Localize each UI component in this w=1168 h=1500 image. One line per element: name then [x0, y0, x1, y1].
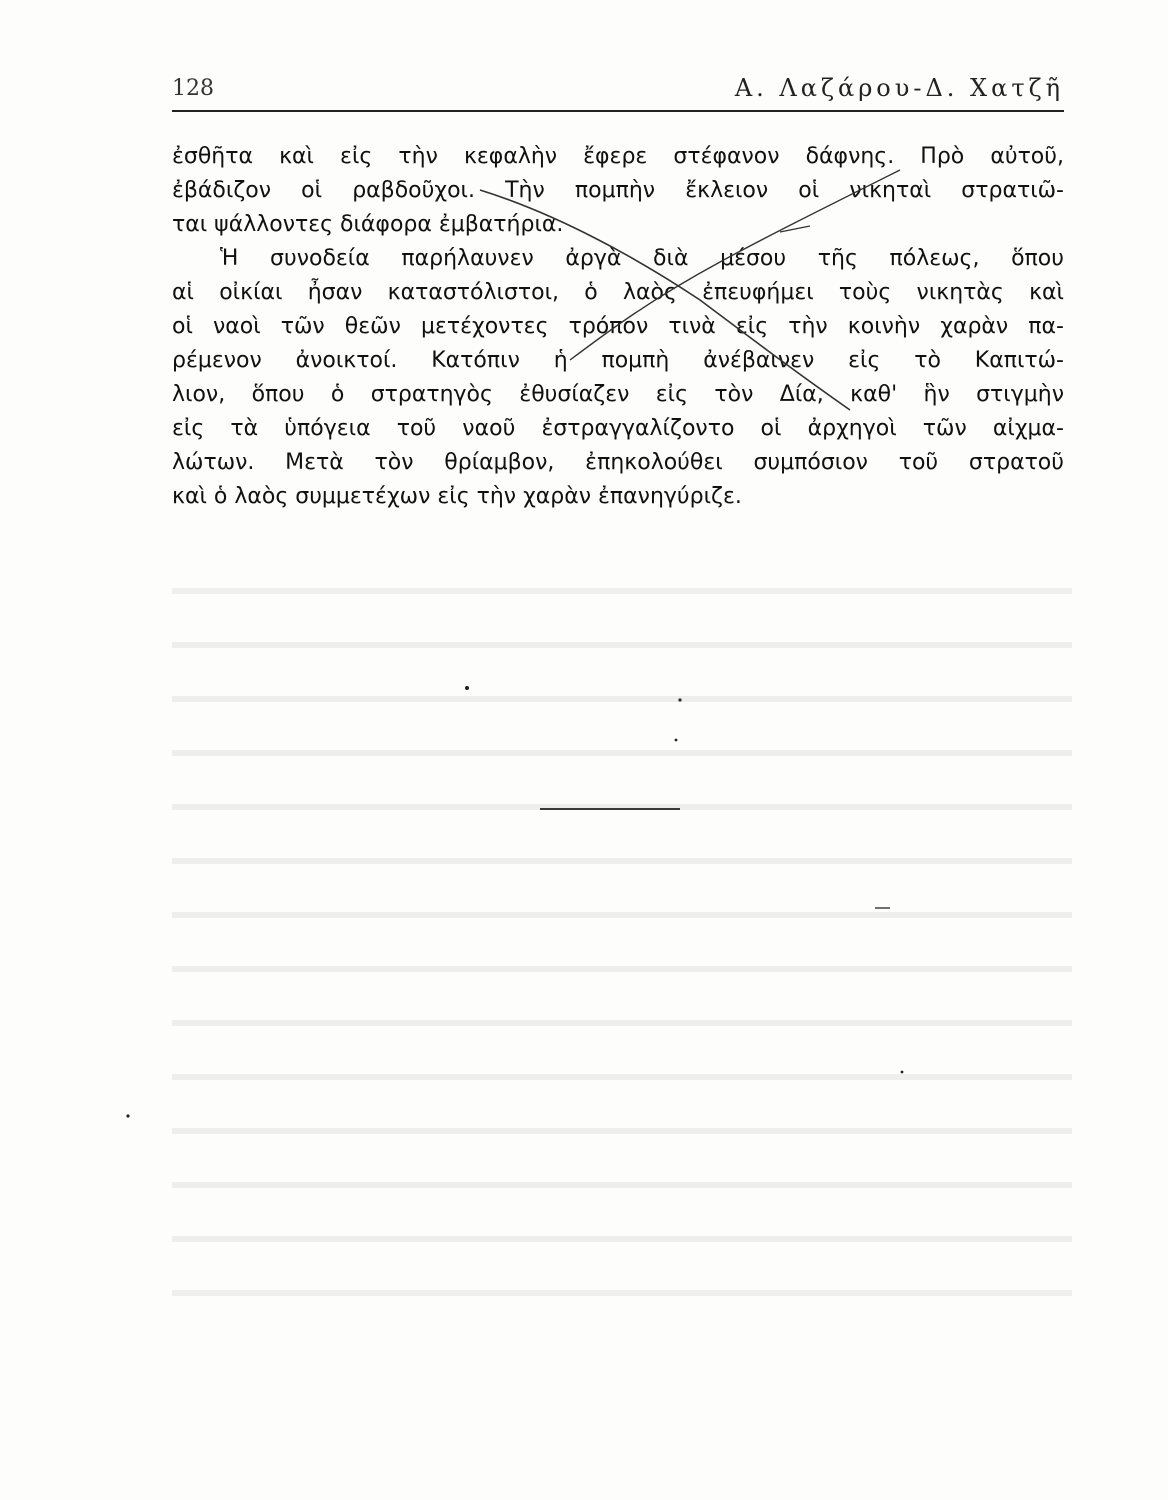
- bleed-line: [172, 716, 1072, 756]
- bleed-line: [172, 1040, 1072, 1080]
- page-number: 128: [172, 76, 214, 101]
- bleed-through-text: [172, 540, 1072, 1260]
- speck: [901, 1071, 904, 1074]
- bleed-line: [172, 986, 1072, 1026]
- bleed-line: [172, 770, 1072, 810]
- bleed-line: [172, 1094, 1072, 1134]
- text-line: καὶ ὁ λαὸς συμμετέχων εἰς τὴν χαρὰν ἐπανηγύριζε.: [172, 484, 742, 509]
- speck: [465, 686, 469, 690]
- speck: [678, 698, 681, 701]
- bleed-line: [172, 824, 1072, 864]
- speck: [675, 739, 678, 742]
- text-line: ρέμενον ἀνοικτοί. Κατόπιν ἡ πομπὴ ἀνέβαινεν εἰς τὸ Καπιτώ-: [172, 348, 1064, 373]
- header-rule: [172, 110, 1064, 112]
- bleed-line: [172, 608, 1072, 648]
- text-line: Ἡ συνοδεία παρήλαυνεν ἀργὰ διὰ μέσου τῆς πόλεως, ὅπου: [220, 246, 1064, 271]
- text-line: αἱ οἰκίαι ἦσαν καταστόλιστοι, ὁ λαὸς ἐπευφήμει τοὺς νικητὰς καὶ: [172, 280, 1064, 305]
- text-line: οἱ ναοὶ τῶν θεῶν μετέχοντες τρόπον τινὰ εἰς τὴν κοινὴν χαρὰν πα-: [172, 314, 1064, 339]
- page-header: [172, 72, 1064, 112]
- text-line: ἐσθῆτα καὶ εἰς τὴν κεφαλὴν ἔφερε στέφανον δάφνης. Πρὸ αὐτοῦ,: [172, 144, 1064, 169]
- bleed-line: [172, 878, 1072, 918]
- running-head: Α. Λαζάρου-Δ. Χατζῆ: [734, 74, 1064, 102]
- body-paragraphs: [172, 140, 1064, 514]
- text-line: ται ψάλλοντες διάφορα ἐμβατήρια.: [172, 212, 564, 237]
- bleed-line: [172, 1256, 1072, 1296]
- bleed-line: [172, 1148, 1072, 1188]
- bleed-line: [172, 662, 1072, 702]
- bleed-line: [172, 554, 1072, 594]
- text-line: λιον, ὅπου ὁ στρατηγὸς ἐθυσίαζεν εἰς τὸν Δία, καθ' ἣν στιγμὴν: [172, 382, 1064, 407]
- bleed-line: [172, 1202, 1072, 1242]
- speck: [126, 1114, 129, 1117]
- text-line: εἰς τὰ ὑπόγεια τοῦ ναοῦ ἐστραγγαλίζοντο οἱ ἀρχηγοὶ τῶν αἰχμα-: [172, 416, 1064, 441]
- section-separator: [540, 808, 680, 810]
- text-line: ἐβάδιζον οἱ ραβδοῦχοι. Τὴν πομπὴν ἔκλειον οἱ νικηταὶ στρατιῶ-: [172, 178, 1064, 203]
- text-line: λώτων. Μετὰ τὸν θρίαμβον, ἐπηκολούθει συμπόσιον τοῦ στρατοῦ: [172, 450, 1064, 475]
- bleed-line: [172, 932, 1072, 972]
